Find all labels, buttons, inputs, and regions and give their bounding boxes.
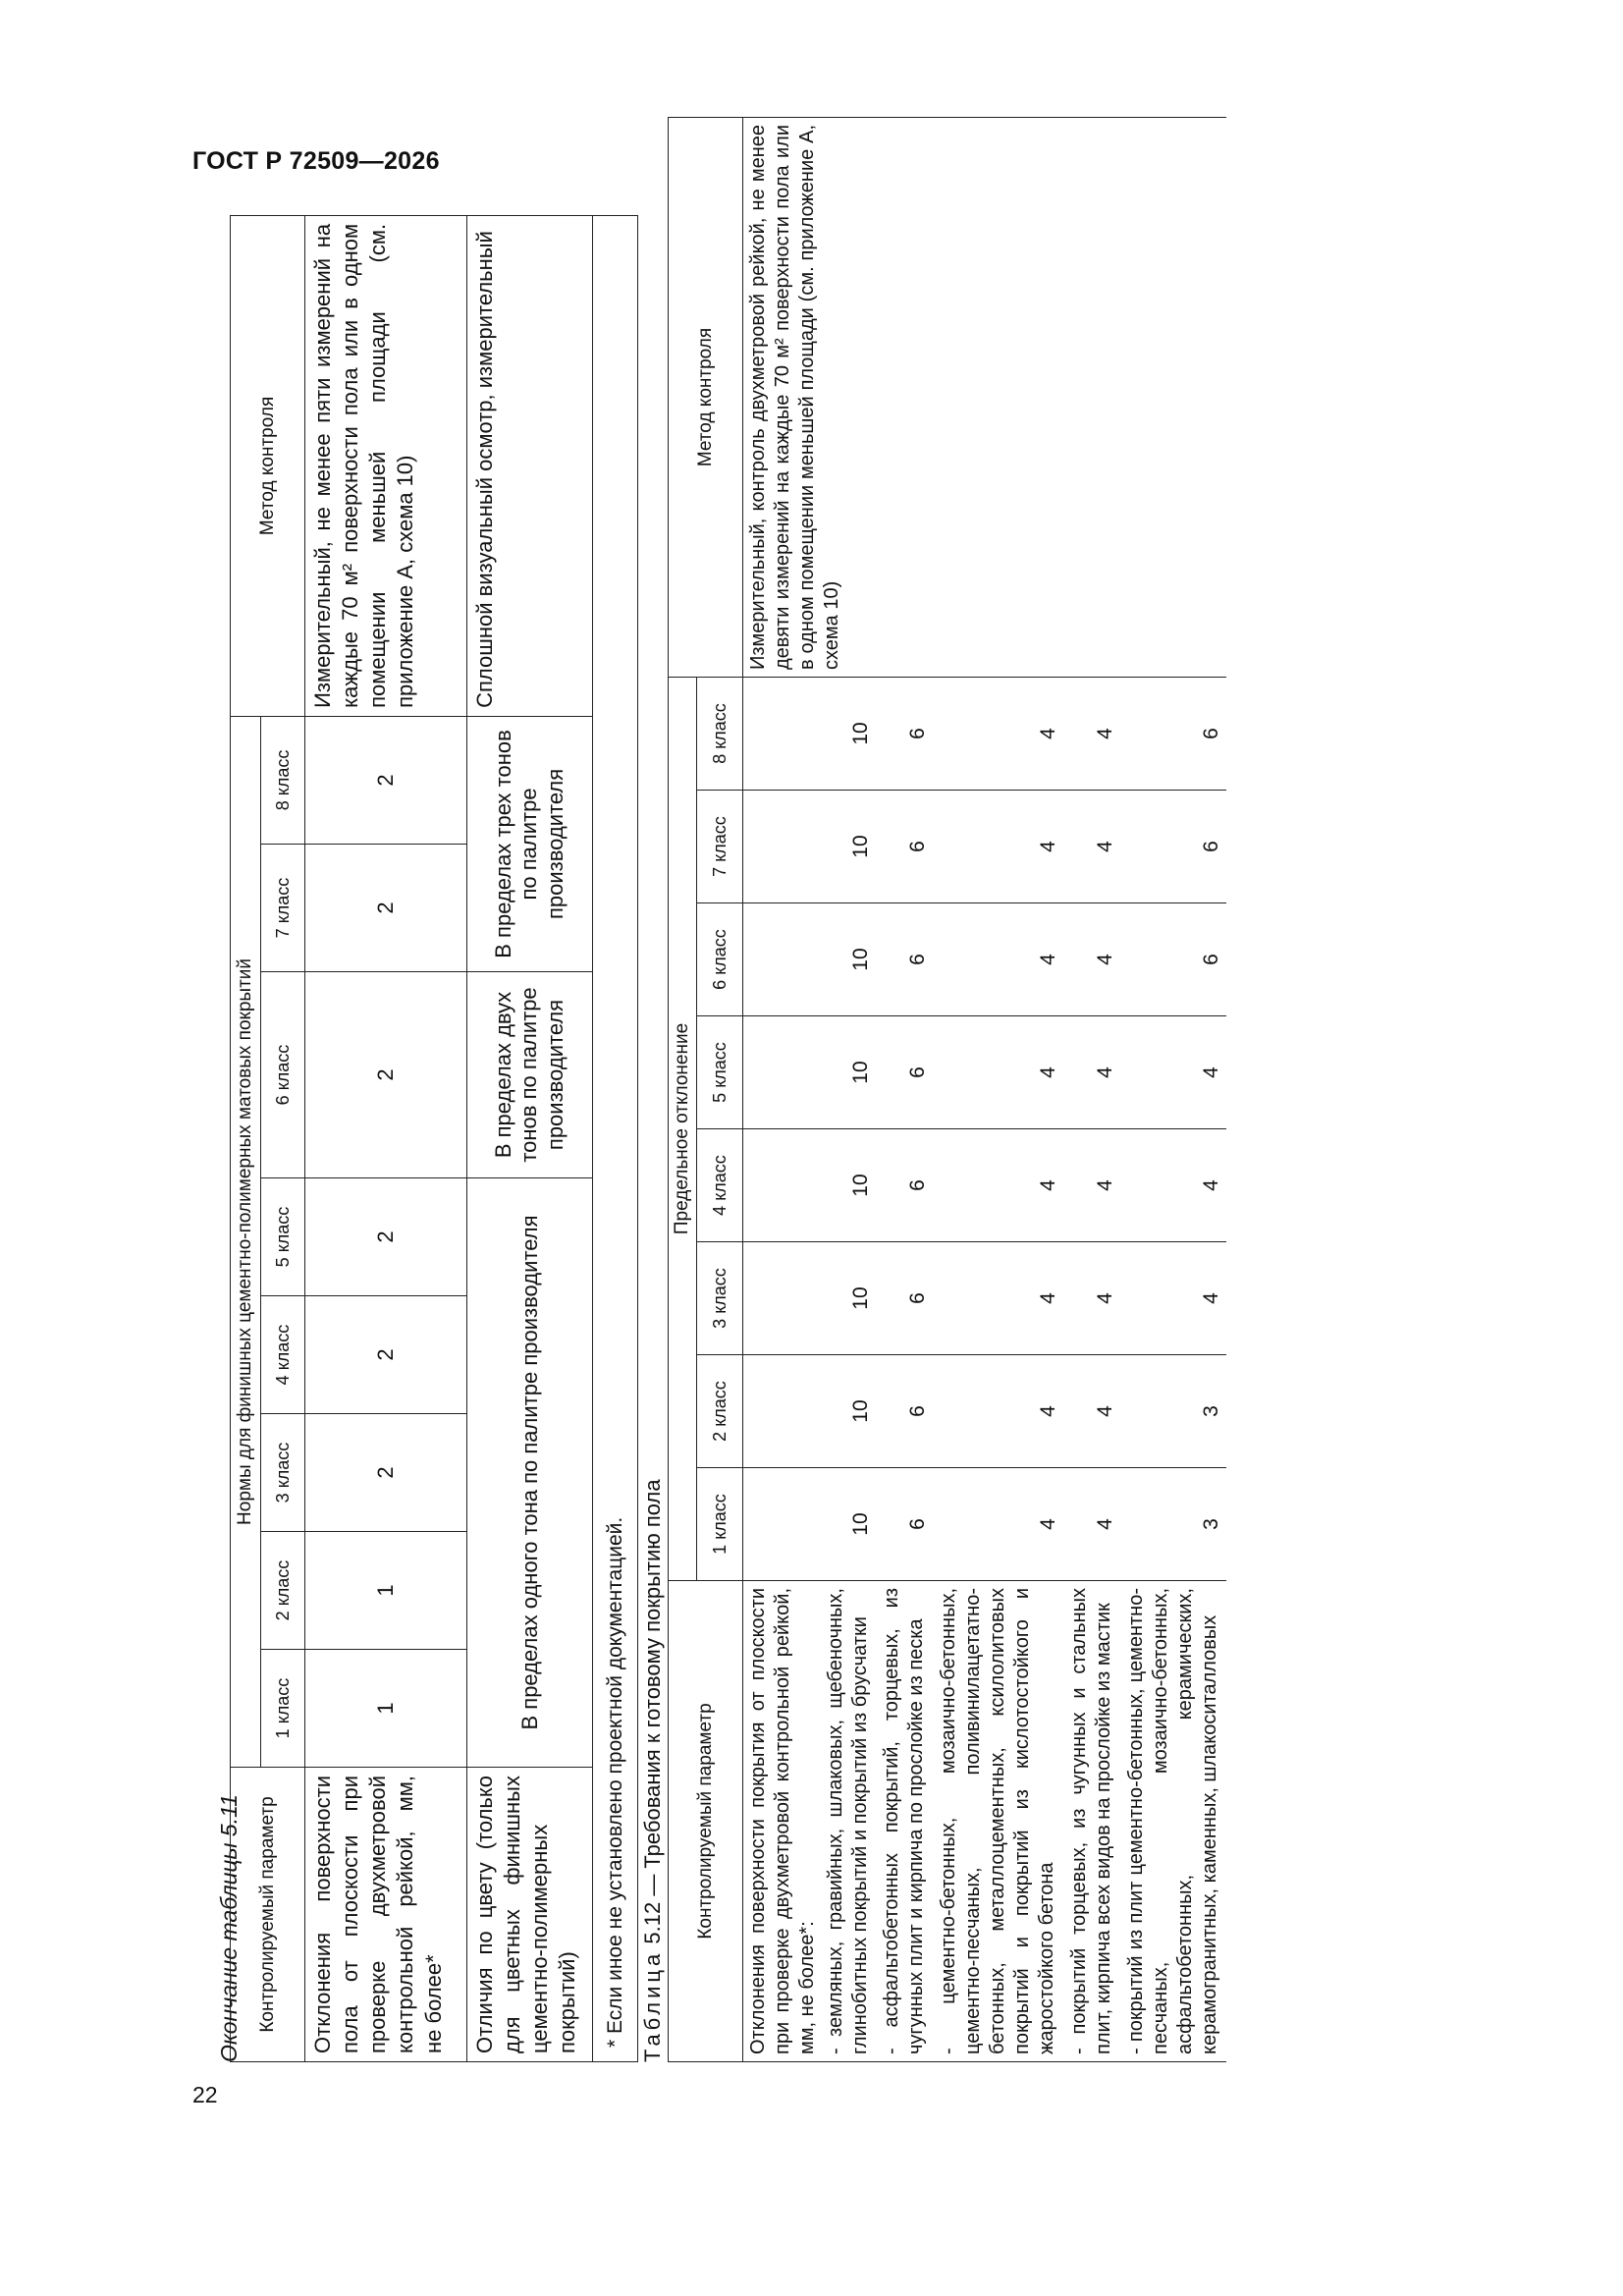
table-row (743, 117, 877, 2061)
value-cell: 4 (1063, 1129, 1120, 1242)
value-cell: 6 (876, 1468, 933, 1581)
class-header: 1 класс (261, 1650, 305, 1768)
param-intro (743, 1581, 877, 2062)
value-cell: 4 (933, 903, 1063, 1016)
value-cell: 4 (933, 1016, 1063, 1129)
value-cell: 3 (1120, 1468, 1226, 1581)
value-cell: 6 (876, 1355, 933, 1468)
value-cell: 3 (1120, 1355, 1226, 1468)
value-cell: 4 (933, 1355, 1063, 1468)
value-cell: 4 (933, 1242, 1063, 1355)
class-header: 2 класс (261, 1532, 305, 1650)
value-cell: В пределах трех тонов по палитре производителя (467, 716, 593, 971)
value-cell: 6 (1120, 677, 1226, 790)
footnote: * Если иное не установлено проектной документацией. (593, 215, 638, 2061)
value-cell: 6 (876, 1016, 933, 1129)
value-cell: 4 (1063, 1468, 1120, 1581)
table-5-12-title-word: Таблица (640, 1949, 665, 2062)
param-cell: Отличия по цвету (только для цветных финишных цементно-полимерных покрытий) (467, 1768, 593, 2062)
method-cell: Измерительный, не менее пяти измерений на каждые 70 м² поверхности пола или в одном помещении меньшей площади (см. приложение А, схема 10) (305, 215, 467, 716)
param-label: - покрытий из плит цементно-бетонных, цементно-песчаных, мозаично-бетонных, асфальтобетонных, керамических, керамогранитных, каменных, шлакоситалловых (1120, 1581, 1226, 2062)
value-cell: 4 (933, 1129, 1063, 1242)
page-number: 22 (192, 2082, 218, 2107)
table-5-11 (230, 215, 638, 2062)
value-cell: 4 (1120, 1242, 1226, 1355)
value-cell: 6 (876, 1129, 933, 1242)
class-header: 4 класс (261, 1296, 305, 1414)
class-header: 7 класс (261, 845, 305, 972)
value-cell: 10 (743, 1242, 877, 1355)
col-header-norms: Нормы для финишных цементно-полимерных матовых покрытий (231, 716, 261, 1767)
value-cell: 2 (305, 1296, 467, 1414)
col-header-param: Контролируемый параметр (669, 1581, 743, 2062)
class-header: 8 класс (697, 677, 743, 790)
value-cell: 2 (305, 845, 467, 972)
value-cell: 2 (305, 972, 467, 1178)
value-cell: 10 (743, 1468, 877, 1581)
value-cell: 2 (305, 716, 467, 844)
value-cell: 1 (305, 1532, 467, 1650)
value-cell: 4 (933, 677, 1063, 790)
col-header-method: Метод контроля (669, 117, 743, 677)
value-cell: 10 (743, 1129, 877, 1242)
value-cell: 4 (1063, 1242, 1120, 1355)
value-cell: 10 (743, 677, 877, 790)
param-intro-text: Отклонения поверхности покрытия от плоскости при проверке двухметровой контрольной рейкой, мм, не более*: (747, 1588, 818, 2054)
footnote-row (593, 215, 638, 2061)
table-row (305, 215, 467, 2061)
table-row (467, 215, 593, 2061)
class-header: 4 класс (697, 1129, 743, 1242)
col-header-deviation: Предельное отклонение (669, 677, 697, 1580)
class-header: 5 класс (697, 1016, 743, 1129)
document-code: ГОСТ Р 72509—2026 (192, 147, 440, 175)
value-cell: 2 (305, 1178, 467, 1296)
table-5-12 (668, 117, 1226, 2062)
class-header: 5 класс (261, 1178, 305, 1296)
col-header-method: Метод контроля (231, 215, 305, 716)
param-label: - земляных, гравийных, шлаковых, щебеночных, глинобитных покрытий и покрытий из брусчатки (825, 1588, 871, 2054)
param-cell: Отклонения поверхности пола от плоскости при проверке двухметровой контрольной рейкой, мм, не более* (305, 1768, 467, 2062)
method-cell: Измерительный, контроль двухметровой рейкой, не менее девяти измерений на каждые 70 м² поверхности пола или в одном помещении меньшей площади (см. приложение А, схема 10) (743, 117, 1227, 677)
value-cell: 10 (743, 791, 877, 903)
class-header: 8 класс (261, 716, 305, 844)
param-label: - асфальтобетонных покрытий, торцевых, из чугунных плит и кирпича по прослойке из песка (876, 1581, 933, 2062)
class-header: 7 класс (697, 791, 743, 903)
table-5-12-title-text: 5.12 — Требования к готовому покрытию пола (640, 1479, 665, 1944)
table-5-12-title (640, 1479, 666, 2062)
value-cell: 10 (743, 903, 877, 1016)
value-cell: В пределах двух тонов по палитре производителя (467, 972, 593, 1178)
value-cell: В пределах одного тона по палитре производителя (467, 1178, 593, 1768)
table-header-row (669, 117, 697, 2061)
value-cell: 6 (876, 791, 933, 903)
class-header: 3 класс (697, 1242, 743, 1355)
value-cell: 6 (876, 903, 933, 1016)
value-cell: 4 (1120, 1129, 1226, 1242)
value-cell: 4 (1063, 1016, 1120, 1129)
class-header: 2 класс (697, 1355, 743, 1468)
col-header-param: Контролируемый параметр (231, 1768, 305, 2062)
class-header: 6 класс (261, 972, 305, 1178)
class-header: 6 класс (697, 903, 743, 1016)
value-cell: 4 (1063, 677, 1120, 790)
table-5-11-continuation-title: Окончание таблицы 5.11 (216, 1794, 242, 2062)
method-cell: Сплошной визуальный осмотр, измерительный (467, 215, 593, 716)
value-cell: 4 (1063, 1355, 1120, 1468)
value-cell: 4 (933, 1468, 1063, 1581)
value-cell: 1 (305, 1650, 467, 1768)
value-cell: 6 (876, 677, 933, 790)
value-cell: 6 (876, 1242, 933, 1355)
value-cell: 4 (1120, 1016, 1226, 1129)
value-cell: 6 (1120, 903, 1226, 1016)
value-cell: 10 (743, 1355, 877, 1468)
value-cell: 4 (1063, 791, 1120, 903)
table-header-row (231, 215, 261, 2061)
class-header: 1 класс (697, 1468, 743, 1581)
param-label: - покрытий торцевых, из чугунных и стальных плит, кирпича всех видов на прослойке из мастик (1063, 1581, 1120, 2062)
value-cell: 6 (1120, 791, 1226, 903)
value-cell: 4 (1063, 903, 1120, 1016)
value-cell: 10 (743, 1016, 877, 1129)
class-header: 3 класс (261, 1414, 305, 1532)
value-cell: 4 (933, 791, 1063, 903)
value-cell: 2 (305, 1414, 467, 1532)
param-label: - цементно-бетонных, мозаично-бетонных, цементно-песчаных, поливинилацетатно-бетонных, металлоцементных, ксилолитовых покрытий и покрытий из кислотостойкого и жаростойкого бетона (933, 1581, 1063, 2062)
